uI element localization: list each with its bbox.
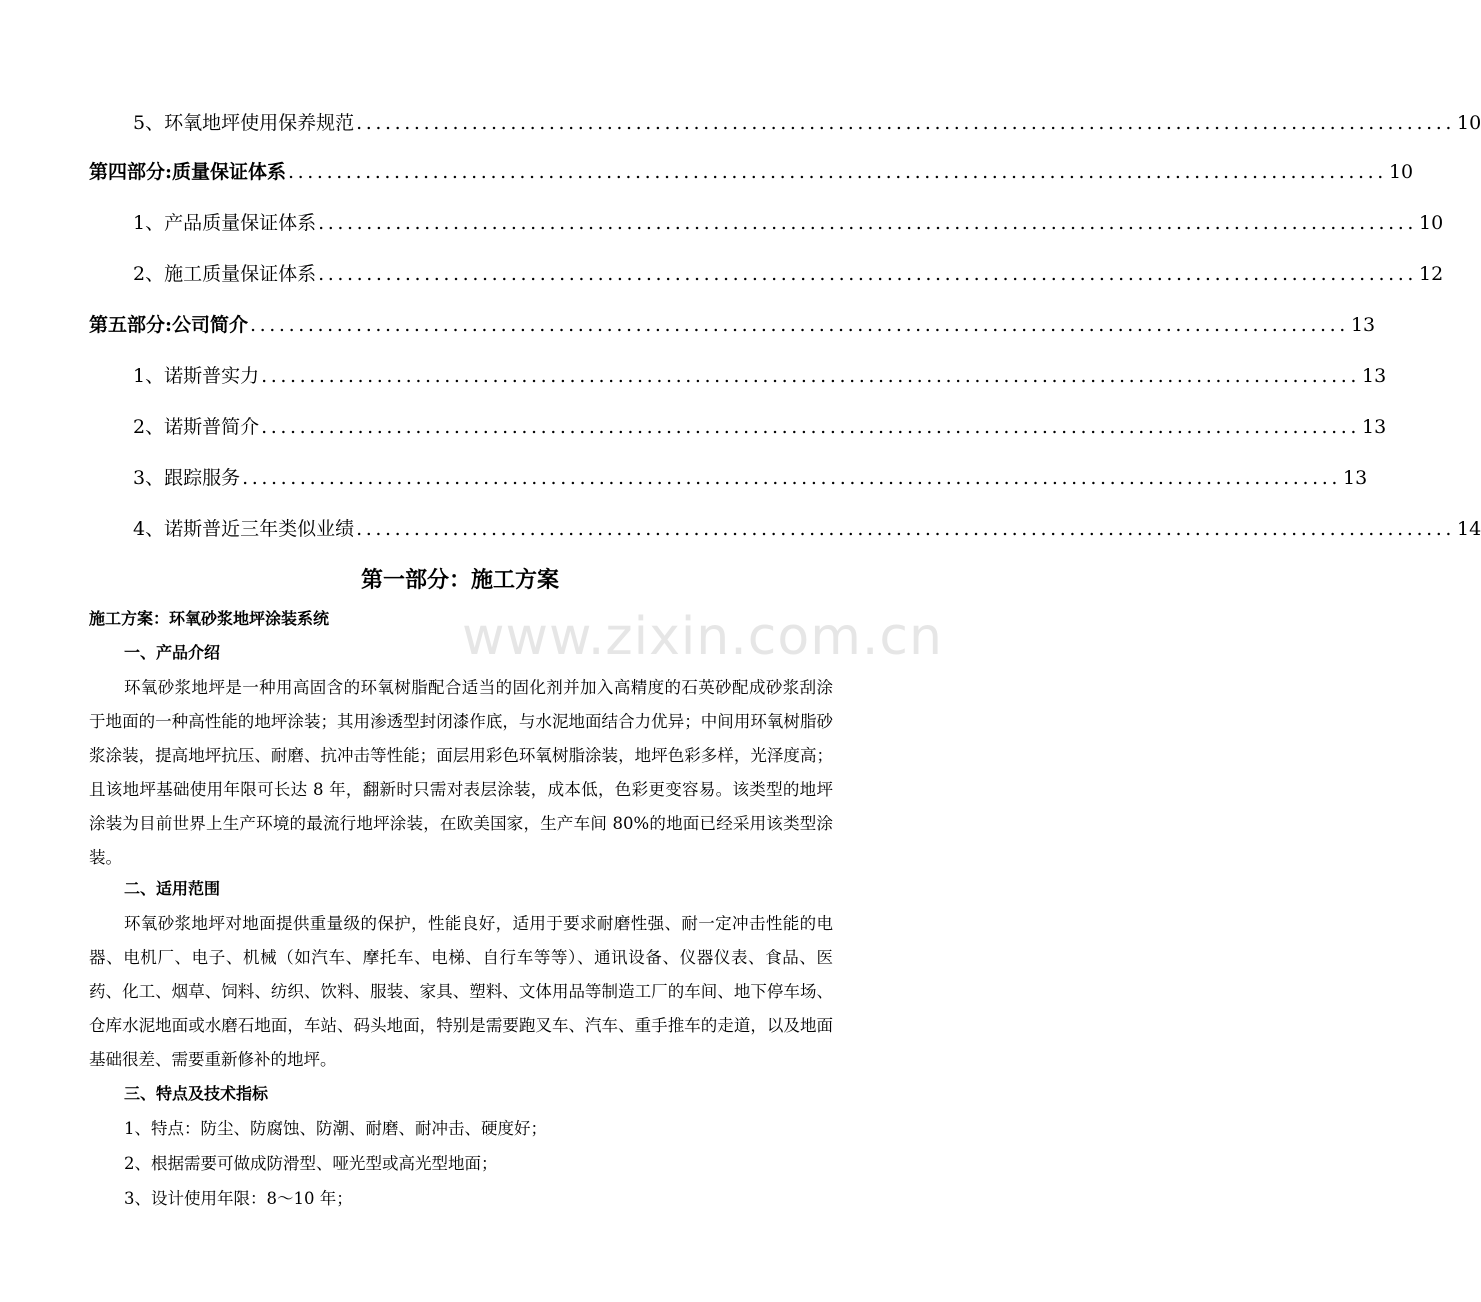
section-body-product-intro: 环氧砂浆地坪是一种用高固含的环氧树脂配合适当的固化剂并加入高精度的石英砂配成砂浆刮涂于地面的一种高性能的地坪涂装；其用渗透型封闭漆作底，与水泥地面结合力优异；中间用环氧树脂砂浆涂装，提高地坪抗压、耐磨、抗冲击等性能；面层用彩色环氧树脂涂装，地坪色彩多样，光泽度高；且该地坪基础使用年限可长达 8 年，翻新时只需对表层涂装，成本低，色彩更变容易。该类型的地坪涂装为目前世界上生产环境的最流行地坪涂装，在欧美国家，生产车间 80%的地面已经采用该类型涂装。	[89, 678, 833, 867]
toc-entry-page: 14	[1457, 518, 1481, 540]
toc-entry-title: 5、环氧地坪使用保养规范	[133, 112, 355, 134]
toc-entry[interactable]	[89, 157, 1414, 187]
toc-leader-dots: ..................................................................................................................	[356, 112, 1456, 134]
toc-entry-title: 第四部分:质量保证体系	[89, 161, 287, 183]
toc-entry[interactable]	[133, 208, 1444, 238]
section-body-scope: 环氧砂浆地坪对地面提供重量级的保护，性能良好，适用于要求耐磨性强、耐一定冲击性能的电器、电机厂、电子、机械（如汽车、摩托车、电梯、自行车等等）、通讯设备、仪器仪表、食品、医药、化工、烟草、饲料、纺织、饮料、服装、家具、塑料、文体用品等制造工厂的车间、地下停车场、仓库水泥地面或水磨石地面，车站、码头地面，特别是需要跑叉车、汽车、重手推车的走道，以及地面基础很差、需要重新修补的地坪。	[89, 914, 833, 1069]
toc-leader-dots: ..................................................................................................................	[318, 263, 1418, 285]
toc-entry-title: 3、跟踪服务	[133, 467, 241, 489]
toc-entry-page: 13	[1362, 365, 1387, 387]
toc-leader-dots: ..................................................................................................................	[288, 161, 1387, 183]
toc-entry[interactable]	[133, 361, 1387, 391]
feature-item: 3、设计使用年限：8～10 年；	[124, 1189, 353, 1208]
toc-leader-dots: ..................................................................................................................	[261, 365, 1361, 387]
toc-entry[interactable]	[133, 463, 1368, 493]
toc-leader-dots: ..................................................................................................................	[261, 416, 1361, 438]
toc-leader-dots: ..................................................................................................................	[242, 467, 1342, 489]
plan-title: 施工方案：环氧砂浆地坪涂装系统	[89, 609, 330, 628]
toc-entry[interactable]	[133, 514, 1481, 544]
feature-item: 1、特点：防尘、防腐蚀、防潮、耐磨、耐冲击、硬度好；	[124, 1119, 547, 1138]
toc-entry-title: 1、诺斯普实力	[133, 365, 260, 387]
toc-leader-dots: ..................................................................................................................	[318, 212, 1418, 234]
part-title: 第一部分：施工方案	[360, 567, 559, 593]
toc-entry-page: 13	[1362, 416, 1387, 438]
toc-entry[interactable]	[133, 412, 1387, 442]
toc-entry-title: 4、诺斯普近三年类似业绩	[133, 518, 355, 540]
toc-entry-title: 2、诺斯普简介	[133, 416, 260, 438]
toc-entry[interactable]	[89, 310, 1376, 340]
toc-entry[interactable]	[133, 108, 1481, 138]
toc-entry-title: 第五部分:公司简介	[89, 314, 249, 336]
toc-entry-page: 13	[1343, 467, 1368, 489]
toc-entry-title: 1、产品质量保证体系	[133, 212, 317, 234]
toc-entry-page: 12	[1419, 263, 1444, 285]
watermark: www.zixin.com.cn	[462, 607, 943, 667]
feature-item: 2、根据需要可做成防滑型、哑光型或高光型地面；	[124, 1154, 498, 1173]
toc-leader-dots: ..................................................................................................................	[356, 518, 1456, 540]
toc-entry-page: 10	[1457, 112, 1481, 134]
toc-entry-page: 10	[1419, 212, 1444, 234]
toc-entry-title: 2、施工质量保证体系	[133, 263, 317, 285]
toc-entry[interactable]	[133, 259, 1444, 289]
toc-entry-page: 13	[1350, 314, 1376, 336]
section-heading-features: 三、特点及技术指标	[124, 1084, 269, 1103]
toc-entry-page: 10	[1388, 161, 1414, 183]
section-heading-scope: 二、适用范围	[124, 879, 221, 898]
toc-leader-dots: ..................................................................................................................	[250, 314, 1349, 336]
section-heading-product-intro: 一、产品介绍	[124, 643, 221, 662]
